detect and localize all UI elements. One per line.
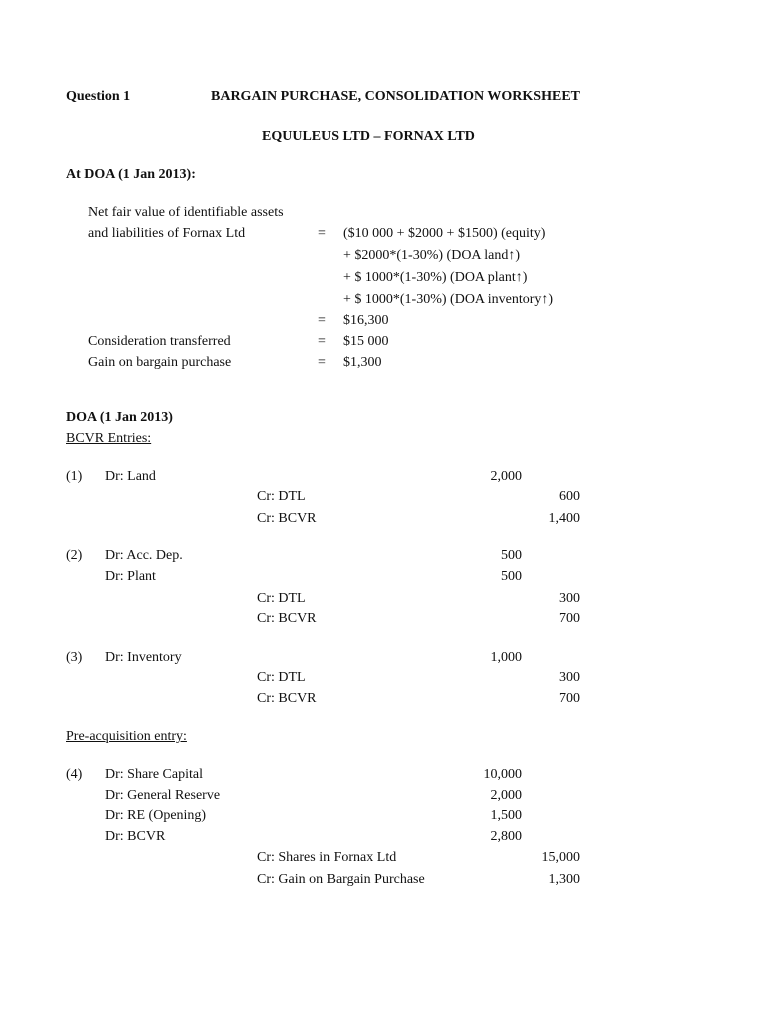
doa-heading: At DOA (1 Jan 2013): (66, 167, 196, 182)
equals-sign: = (318, 313, 326, 328)
entries-heading: DOA (1 Jan 2013) (66, 410, 173, 425)
journal-account: Cr: BCVR (257, 611, 317, 626)
credit-amount: 700 (559, 691, 580, 706)
document-title: BARGAIN PURCHASE, CONSOLIDATION WORKSHEET (211, 89, 580, 104)
journal-account: Dr: Acc. Dep. (105, 548, 183, 563)
journal-account: Cr: DTL (257, 591, 306, 606)
nfv-total: $16,300 (343, 313, 389, 328)
credit-amount: 600 (559, 489, 580, 504)
debit-amount: 1,500 (490, 808, 522, 823)
credit-amount: 700 (559, 611, 580, 626)
journal-account: Cr: DTL (257, 489, 306, 504)
document-subtitle: EQUULEUS LTD – FORNAX LTD (262, 129, 475, 144)
journal-account: Cr: Shares in Fornax Ltd (257, 850, 397, 865)
entry-number: (3) (66, 650, 83, 665)
journal-account: Cr: BCVR (257, 691, 317, 706)
debit-amount: 10,000 (483, 767, 522, 782)
gain-value: $1,300 (343, 355, 382, 370)
journal-account: Cr: Gain on Bargain Purchase (257, 872, 425, 887)
journal-account: Dr: Plant (105, 569, 156, 584)
question-number: Question 1 (66, 89, 131, 104)
journal-account: Dr: General Reserve (105, 788, 221, 803)
credit-amount: 300 (559, 591, 580, 606)
consideration-label: Consideration transferred (88, 334, 231, 349)
nfv-label-line1: Net fair value of identifiable assets (88, 205, 284, 220)
entry-number: (4) (66, 767, 83, 782)
nfv-calc-line: + $ 1000*(1-30%) (DOA inventory↑) (343, 292, 554, 307)
credit-amount: 1,400 (548, 511, 580, 526)
entry-number: (2) (66, 548, 83, 563)
nfv-calc-line: ($10 000 + $2000 + $1500) (equity) (343, 226, 546, 241)
journal-account: Cr: BCVR (257, 511, 317, 526)
credit-amount: 15,000 (541, 850, 580, 865)
debit-amount: 2,800 (490, 829, 522, 844)
journal-account: Dr: RE (Opening) (105, 808, 207, 823)
equals-sign: = (318, 334, 326, 349)
debit-amount: 2,000 (490, 469, 522, 484)
debit-amount: 500 (501, 548, 522, 563)
journal-account: Dr: Land (105, 469, 156, 484)
equals-sign: = (318, 226, 326, 241)
nfv-label-line2: and liabilities of Fornax Ltd (88, 226, 246, 241)
credit-amount: 300 (559, 670, 580, 685)
debit-amount: 1,000 (490, 650, 522, 665)
journal-account: Dr: BCVR (105, 829, 166, 844)
debit-amount: 2,000 (490, 788, 522, 803)
entry-number: (1) (66, 469, 83, 484)
gain-label: Gain on bargain purchase (88, 355, 232, 370)
debit-amount: 500 (501, 569, 522, 584)
preacq-heading: Pre-acquisition entry: (66, 729, 187, 744)
nfv-calc-line: + $2000*(1-30%) (DOA land↑) (343, 248, 521, 263)
credit-amount: 1,300 (548, 872, 580, 887)
bcvr-heading: BCVR Entries: (66, 431, 152, 446)
nfv-calc-line: + $ 1000*(1-30%) (DOA plant↑) (343, 270, 528, 285)
consideration-value: $15 000 (343, 334, 389, 349)
journal-account: Cr: DTL (257, 670, 306, 685)
journal-account: Dr: Share Capital (105, 767, 203, 782)
equals-sign: = (318, 355, 326, 370)
journal-account: Dr: Inventory (105, 650, 182, 665)
